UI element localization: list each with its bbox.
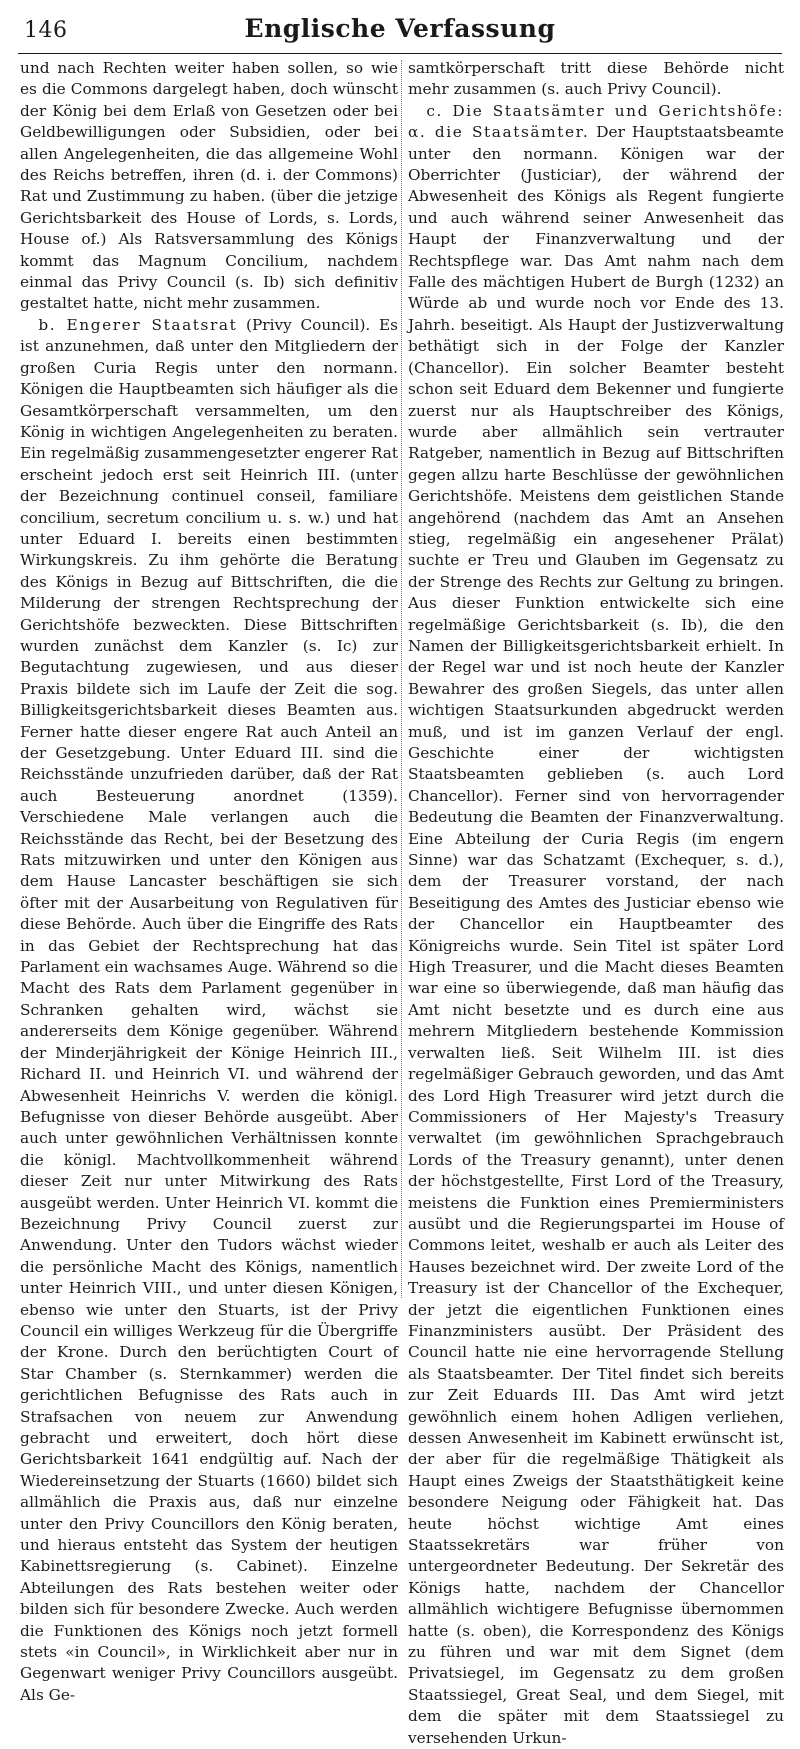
paragraph: samtkörperschaft tritt diese Behörde nicht mehr zusammen (s. auch Privy Council).	[408, 59, 784, 99]
header-rule	[18, 53, 782, 54]
page-header	[18, 8, 782, 48]
section-heading: c. Die Staatsämter und Gerichtshöfe: α. die Staatsämter.	[408, 101, 784, 142]
column-divider	[401, 60, 402, 1298]
paragraph	[20, 315, 398, 1706]
paragraph: und nach Rechten weiter haben sollen, so wie es die Commons dargelegt haben, doch wünscht der König bei dem Erlaß von Gesetzen oder bei Geldbewilligungen oder Subsidien, oder bei allen Angelegenheiten, die das allgemeine Wohl des Reichs betreffen, ihren (d. i. der Commons) Rat und Zustimmung zu haben. (über die jetzige Gerichtsbarkeit des House of Lords, s. Lords, House of.) Als Ratsversammlung des Königs kommt das Magnum Concilium, nachdem einmal das Privy Council (s. Ib) sich definitiv gestaltet hatte, nicht mehr zusammen.	[20, 59, 398, 313]
paragraph-text: (Privy Council). Es ist anzunehmen, daß unter den Mitgliedern der großen Curia Regis unter den normann. Königen die Hauptbeamten sich häufiger als die Gesamtkörperschaft versammelten, um den König in wichtigen Angelegenheiten zu beraten. Ein regelmäßig zusammengesetzter engerer Rat erscheint jedoch erst seit Heinrich III. (unter der Bezeichnung continuel conseil, familiare concilium, secretum concilium u. s. w.) und hat unter Eduard I. bereits einen bestimmten Wirkungskreis. Zu ihm gehörte die Beratung des Königs in Bezug auf Bittschriften, die die Milderung der strengen Rechtsprechung der Gerichtshöfe bezweckten. Diese Bittschriften wurden zunächst dem Kanzler (s. Ic) zur Begutachtung zugewiesen, und aus dieser Praxis bildete sich im Laufe der Zeit die sog. Billigkeitsgerichtsbarkeit dieses Beamten aus. Ferner hatte dieser engere Rat auch Anteil an der Gesetzgebung. Unter Eduard III. sind die Reichsstände unzufrieden darüber, daß der Rat auch Besteuerung anordnet (1359). Verschiedene Male verlangen auch die Reichsstände das Recht, bei der Besetzung des Rats mitzuwirken und unter den Königen aus dem Hause Lancaster beschäftigen sie sich öfter mit der Ausarbeitung von Regulativen für diese Behörde. Auch über die Eingriffe des Rats in das Gebiet der Rechtsprechung hat das Parlament ein wachsames Auge. Während so die Macht des Rats dem Parlament gegenüber in Schranken gehalten wird, wächst sie andererseits dem Könige gegenüber. Während der Minderjährigkeit der Könige Heinrich III., Richard II. und Heinrich VI. und während der Abwesenheit Heinrichs V. werden die königl. Befugnisse von dieser Behörde ausgeübt. Aber auch unter gewöhnlichen Verhältnissen konnte die königl. Machtvollkommenheit während dieser Zeit nur unter Mitwirkung des Rats ausgeübt werden. Unter Heinrich VI. kommt die Bezeichnung Privy Council zuerst zur Anwendung. Unter den Tudors wächst wieder die persönliche Macht des Königs, namentlich unter Heinrich VIII., und unter diesen Königen, ebenso wie unter den Stuarts, ist der Privy Council ein williges Werkzeug für die Übergriffe der Krone. Durch den berüchtigten Court of Star Chamber (s. Sternkammer) werden die gerichtlichen Befugnisse des Rats auch in Strafsachen von neuem zur Anwendung gebracht und erweitert, doch hört diese Gerichtsbarkeit 1641 endgültig auf. Nach der Wiedereinsetzung der Stuarts (1660) bildet sich allmählich die Praxis aus, daß nur einzelne unter den Privy Councillors den König beraten, und hieraus entsteht das System der heutigen Kabinettsregierung (s. Cabinet). Einzelne Abteilungen des Rats bestehen weiter oder bilden sich für besondere Zwecke. Auch werden die Funktionen des Königs noch jetzt formell stets «in Council», in Wirklichkeit aber nur in Gegenwart weniger Privy Councillors ausgeübt. Als Ge-	[20, 315, 398, 1704]
paragraph	[408, 101, 784, 1749]
section-heading: b. Engerer Staatsrat	[38, 315, 238, 334]
left-column	[20, 58, 398, 1704]
page-number: 146	[24, 18, 68, 43]
right-column	[408, 58, 784, 1747]
paragraph-text: Der Hauptstaatsbeamte unter den normann. Königen war der Oberrichter (Justiciar), der während der Abwesenheit des Königs als Regent fungierte und auch während seiner Anwesenheit das Haupt der Finanzverwaltung und der Rechtspflege war. Das Amt nahm nach dem Falle des mächtigen Hubert de Burgh (1232) an Würde ab und wurde noch vor Ende des 13. Jahrh. beseitigt. Als Haupt der Justizverwaltung bethätigt sich in der Folge der Kanzler (Chancellor). Ein solcher Beamter besteht schon seit Eduard dem Bekenner und fungierte zuerst nur als Hauptschreiber des Königs, wurde aber allmählich sein vertrauter Ratgeber, namentlich in Bezug auf Bittschriften gegen allzu harte Beschlüsse der gewöhnlichen Gerichtshöfe. Meistens dem geistlichen Stande angehörend (nachdem das Amt an Ansehen stieg, regelmäßig ein angesehener Prälat) suchte er Treu und Glauben im Gegensatz zu der Strenge des Rechts zur Geltung zu bringen. Aus dieser Funktion entwickelte sich eine regelmäßige Gerichtsbarkeit (s. Ib), die den Namen der Billigkeitsgerichtsbarkeit erhielt. In der Regel war und ist noch heute der Kanzler Bewahrer des großen Siegels, das unter allen wichtigen Staatsurkunden abgedruckt werden muß, und ist im ganzen Verlauf der engl. Geschichte einer der wichtigsten Staatsbeamten geblieben (s. auch Lord Chancellor). Ferner sind von hervorragender Bedeutung die Beamten der Finanzverwaltung. Eine Abteilung der Curia Regis (im engern Sinne) war das Schatzamt (Exchequer, s. d.), dem der Treasurer vorstand, der nach Beseitigung des Amtes des Justiciar ebenso wie der Chancellor ein Hauptbeamter des Königreichs wurde. Sein Titel ist später Lord High Treasurer, und die Macht dieses Beamten war eine so überwiegende, daß man häufig das Amt nicht besetzte und es durch eine aus mehrern Mitgliedern bestehende Kommission verwalten ließ. Seit Wilhelm III. ist dies regelmäßiger Gebrauch geworden, und das Amt des Lord High Treasurer wird jetzt durch die Commissioners of Her Majesty's Treasury verwaltet (im gewöhnlichen Sprachgebrauch Lords of the Treasury genannt), unter denen der höchstgestellte, First Lord of the Treasury, meistens die Funktion eines Premierministers ausübt und die Regierungspartei im House of Commons leitet, weshalb er auch als Leiter des Hauses bezeichnet wird. Der zweite Lord of the Treasury ist der Chancellor of the Exchequer, der jetzt die eigentlichen Funktionen eines Finanzministers ausübt. Der Präsident des Council hatte nie eine hervorragende Stellung als Staatsbeamter. Der Titel findet sich bereits zur Zeit Eduards III. Das Amt wird jetzt gewöhnlich einem hohen Adligen verliehen, dessen Anwesenheit im Kabinett erwünscht ist, der aber für die regelmäßige Thätigkeit als Haupt eines Zweigs der Staatsthätigkeit keine besondere Neigung oder Fähigkeit hat. Das heute höchst wichtige Amt eines Staatssekretärs war früher von untergeordneter Bedeutung. Der Sekretär des Königs hatte, nachdem der Chancellor allmählich wichtigere Befugnisse übernommen hatte (s. oben), die Korrespondenz des Königs zu führen und war mit dem Signet (dem Privatsiegel, im Gegensatz zu dem großen Staatssiegel, Great Seal, und dem Siegel, mit dem die später mit dem Staatssiegel zu versehenden Urkun-	[408, 123, 784, 1747]
running-title: Englische Verfassung	[244, 14, 556, 43]
